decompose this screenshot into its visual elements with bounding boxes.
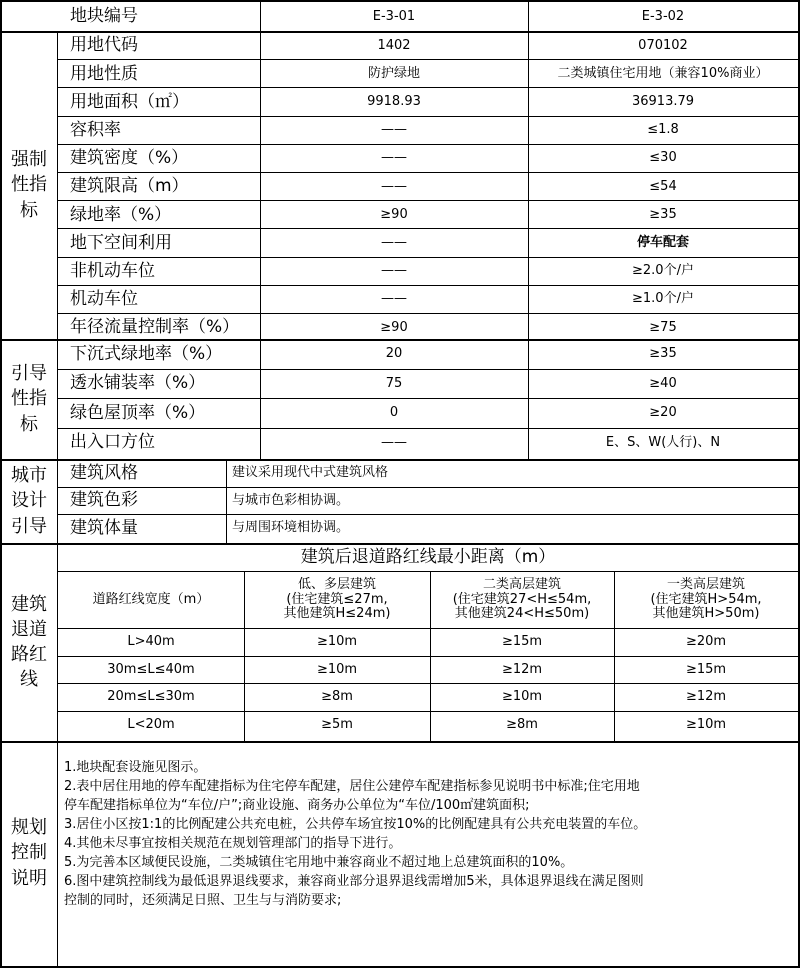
guidance-group-label: 引导性指标 bbox=[11, 363, 47, 435]
plot-number-e3-02: E-3-02 bbox=[641, 8, 685, 24]
urban-design-value: 与周围环境相协调。 bbox=[232, 520, 350, 536]
indicator-value-e3-01: —— bbox=[381, 291, 407, 307]
note-line: 停车配建指标单位为“车位/户”;商业设施、商务办公单位为“车位/100㎡建筑面积; bbox=[64, 798, 530, 813]
indicator-value-e3-01: —— bbox=[381, 150, 407, 166]
indicator-value-e3-02: ≤54 bbox=[649, 178, 677, 194]
note-line: 5.为完善本区域便民设施，二类城镇住宅用地中兼容商业不超过地上总建筑面积的10%。 bbox=[64, 855, 574, 870]
note-line: 控制的同时，还须满足日照、卫生与与消防要求; bbox=[64, 893, 342, 908]
setback-road-width: 20m≤L≤30m bbox=[107, 689, 195, 705]
indicator-label: 绿色屋顶率（%） bbox=[70, 402, 206, 423]
indicator-label: 下沉式绿地率（%） bbox=[70, 343, 223, 364]
note-line: 3.居住小区按1:1的比例配建公共充电桩，公共停车场宜按10%的比例配建具有公共充电装置的车位。 bbox=[64, 817, 647, 832]
indicator-value-e3-02: E、S、W(人行)、N bbox=[605, 434, 721, 450]
indicator-label: 绿地率（%） bbox=[70, 204, 172, 225]
indicator-label: 地下空间利用 bbox=[70, 232, 172, 253]
grid-line bbox=[0, 741, 800, 743]
indicator-value-e3-02: 二类城镇住宅用地（兼容10%商业） bbox=[557, 65, 769, 81]
indicator-value-e3-01: 9918.93 bbox=[367, 94, 421, 110]
grid-line bbox=[0, 0, 800, 2]
indicator-label: 机动车位 bbox=[70, 289, 138, 310]
setback-low-rise: ≥10m bbox=[316, 661, 358, 677]
notes-group-label: 规划控制说明 bbox=[11, 817, 47, 889]
setback-head-low-rise: 低、多层建筑 (住宅建筑≤27m, 其他建筑H≤24m) bbox=[283, 576, 391, 622]
indicator-label: 用地面积（㎡） bbox=[70, 91, 189, 112]
setback-class2-high-rise: ≥8m bbox=[506, 717, 538, 733]
indicator-value-e3-01: —— bbox=[381, 434, 407, 450]
urban-design-value: 建议采用现代中式建筑风格 bbox=[232, 465, 389, 481]
setback-low-rise: ≥5m bbox=[321, 717, 353, 733]
setback-low-rise: ≥10m bbox=[316, 634, 358, 650]
indicator-label: 年径流量控制率（%） bbox=[70, 317, 240, 338]
indicator-value-e3-02: ≥40 bbox=[649, 375, 677, 391]
indicator-value-e3-02: ≥1.0个/户 bbox=[632, 291, 694, 307]
indicator-value-e3-02: ≥75 bbox=[649, 319, 677, 335]
setback-group-label: 建筑退道路红线 bbox=[11, 593, 47, 691]
indicator-value-e3-02: ≤1.8 bbox=[647, 122, 679, 138]
indicator-value-e3-02: ≥35 bbox=[649, 346, 677, 362]
indicator-label: 透水铺装率（%） bbox=[70, 373, 206, 394]
indicator-value-e3-02: ≥35 bbox=[649, 206, 677, 222]
indicator-value-e3-01: —— bbox=[381, 178, 407, 194]
indicator-label: 出入口方位 bbox=[70, 432, 155, 453]
note-line: 4.其他未尽事宜按相关规范在规划管理部门的指导下进行。 bbox=[64, 836, 402, 851]
urban-design-value: 与城市色彩相协调。 bbox=[232, 492, 350, 508]
grid-line bbox=[57, 514, 800, 515]
urban-design-label: 建筑风格 bbox=[70, 462, 138, 483]
planning-notes bbox=[64, 758, 796, 910]
indicator-label: 建筑密度（%） bbox=[70, 148, 189, 169]
mandatory-group-label: 强制性指标 bbox=[11, 149, 47, 221]
setback-class2-high-rise: ≥15m bbox=[501, 634, 543, 650]
indicator-label: 容积率 bbox=[70, 119, 121, 140]
urban-design-label: 建筑色彩 bbox=[70, 490, 138, 511]
setback-head-road-width: 道路红线宽度（m） bbox=[92, 591, 210, 607]
grid-line bbox=[57, 487, 800, 488]
note-line: 2.表中居住用地的停车配建指标为住宅停车配建，居住公建停车配建指标参见说明书中标准;住宅用地 bbox=[64, 779, 640, 794]
indicator-value-e3-01: —— bbox=[381, 235, 407, 251]
indicator-value-e3-01: —— bbox=[381, 263, 407, 279]
setback-road-width: L>40m bbox=[127, 634, 175, 650]
indicator-value-e3-01: 0 bbox=[389, 405, 399, 421]
indicator-value-e3-01: 20 bbox=[385, 346, 403, 362]
indicator-value-e3-01: 1402 bbox=[377, 37, 411, 53]
indicator-value-e3-02: 停车配套 bbox=[636, 235, 689, 251]
grid-line bbox=[226, 459, 227, 543]
indicator-value-e3-01: ≥90 bbox=[380, 206, 408, 222]
indicator-value-e3-02: ≤30 bbox=[649, 150, 677, 166]
indicator-value-e3-02: 36913.79 bbox=[631, 94, 695, 110]
setback-class1-high-rise: ≥20m bbox=[685, 634, 727, 650]
indicator-value-e3-01: ≥90 bbox=[380, 319, 408, 335]
plot-number-label: 地块编号 bbox=[70, 6, 138, 27]
setback-head-class2-high-rise: 二类高层建筑 (住宅建筑27<H≤54m, 其他建筑24<H≤50m) bbox=[452, 576, 592, 622]
plot-number-e3-01: E-3-01 bbox=[372, 8, 416, 24]
note-line: 1.地块配套设施见图示。 bbox=[64, 760, 207, 775]
setback-road-width: 30m≤L≤40m bbox=[107, 661, 195, 677]
indicator-value-e3-01: 75 bbox=[385, 375, 403, 391]
urban-design-label: 建筑体量 bbox=[70, 517, 138, 538]
setback-title: 建筑后退道路红线最小距离（m） bbox=[300, 547, 556, 568]
setback-road-width: L<20m bbox=[127, 717, 175, 733]
setback-head-class1-high-rise: 一类高层建筑 (住宅建筑H>54m, 其他建筑H>50m) bbox=[650, 576, 762, 622]
setback-class1-high-rise: ≥15m bbox=[685, 661, 727, 677]
indicator-label: 用地代码 bbox=[70, 35, 138, 56]
note-line: 6.图中建筑控制线为最低退界退线要求，兼容商业部分退界退线需增加5米，具体退界退线在满足图则 bbox=[64, 874, 644, 889]
indicator-label: 用地性质 bbox=[70, 63, 138, 84]
indicator-label: 建筑限高（m） bbox=[70, 176, 189, 197]
setback-class2-high-rise: ≥10m bbox=[501, 689, 543, 705]
indicator-value-e3-01: 防护绿地 bbox=[367, 65, 420, 81]
setback-low-rise: ≥8m bbox=[321, 689, 353, 705]
indicator-value-e3-02: ≥2.0个/户 bbox=[632, 263, 694, 279]
setback-class1-high-rise: ≥12m bbox=[685, 689, 727, 705]
indicator-value-e3-02: ≥20 bbox=[649, 405, 677, 421]
indicator-value-e3-02: 070102 bbox=[638, 37, 688, 53]
indicator-value-e3-01: —— bbox=[381, 122, 407, 138]
urban-design-group-label: 城市设计引导 bbox=[11, 465, 47, 537]
setback-class2-high-rise: ≥12m bbox=[501, 661, 543, 677]
indicator-label: 非机动车位 bbox=[70, 260, 155, 281]
setback-class1-high-rise: ≥10m bbox=[685, 717, 727, 733]
